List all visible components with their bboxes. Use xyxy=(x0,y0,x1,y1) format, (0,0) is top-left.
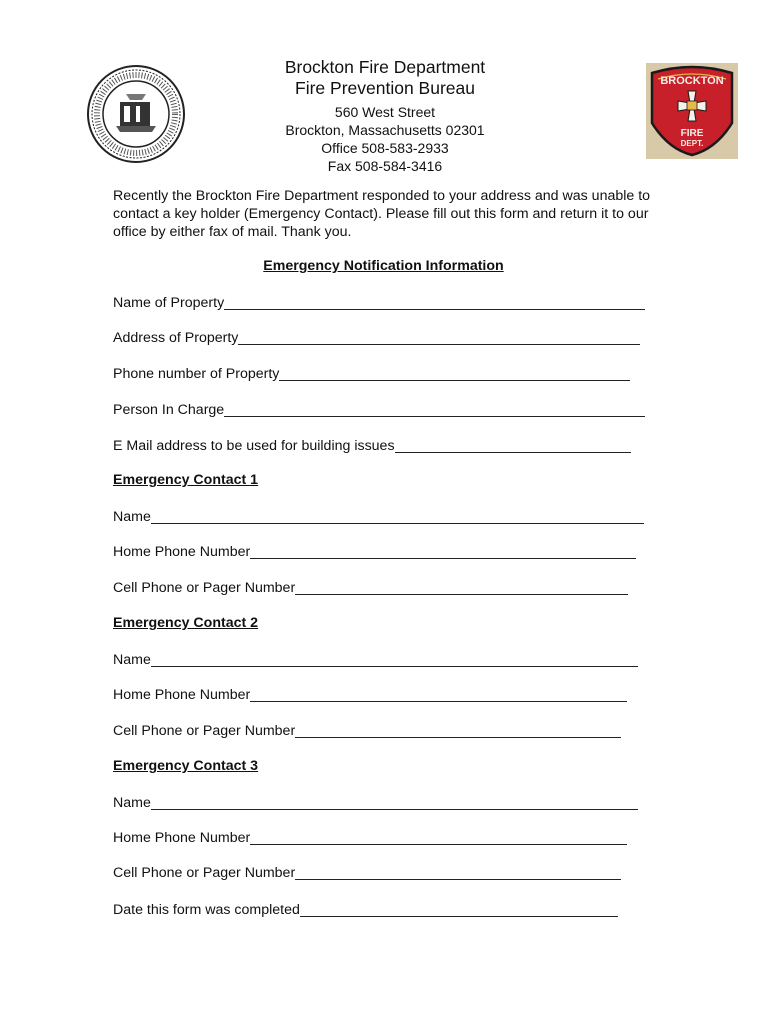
contact-3-cell-phone-blank[interactable] xyxy=(295,864,621,880)
contact-2-heading: Emergency Contact 2 xyxy=(113,615,259,631)
patch-dept-text: DEPT. xyxy=(680,139,704,148)
contact-3-home-phone-field[interactable] xyxy=(113,829,627,847)
field-label: Address of Property xyxy=(113,330,239,346)
section-title: Emergency Notification Information xyxy=(263,258,504,274)
letterhead xyxy=(200,57,570,175)
field-label: Cell Phone or Pager Number xyxy=(113,723,296,739)
contact-2-cell-phone-blank[interactable] xyxy=(295,722,621,738)
property-phone-field[interactable] xyxy=(113,365,630,383)
contact-2-name-blank[interactable] xyxy=(151,651,638,667)
intro-paragraph: Recently the Brockton Fire Department responded to your address and was unable to contact a key holder (Emergency Contact). Please fill out this form and return it to our office by either fax of mail. Thank you. xyxy=(113,188,651,240)
field-label: Name xyxy=(113,795,151,811)
person-in-charge-field[interactable] xyxy=(113,401,645,419)
contact-1-cell-phone-field[interactable] xyxy=(113,579,628,597)
field-label: Name xyxy=(113,652,151,668)
contact-1-home-phone-blank[interactable] xyxy=(250,543,636,559)
field-label: Home Phone Number xyxy=(113,687,251,703)
office-phone: Office 508-583-2933 xyxy=(321,140,449,156)
property-name-field[interactable] xyxy=(113,294,645,312)
contact-1-cell-phone-blank[interactable] xyxy=(295,579,628,595)
department-name: Brockton Fire Department xyxy=(284,57,486,77)
field-label: Home Phone Number xyxy=(113,544,251,560)
building-email-field[interactable] xyxy=(113,437,631,455)
contact-3-home-phone-blank[interactable] xyxy=(250,829,627,845)
patch-top-text: BROCKTON xyxy=(660,75,724,87)
contact-3-name-blank[interactable] xyxy=(151,794,638,810)
field-label: Phone number of Property xyxy=(113,366,280,382)
field-label: E Mail address to be used for building issues xyxy=(113,438,395,454)
contact-2-home-phone-blank[interactable] xyxy=(250,686,627,702)
property-address-field[interactable] xyxy=(113,329,640,347)
date-completed-field[interactable] xyxy=(113,901,618,919)
field-label: Cell Phone or Pager Number xyxy=(113,865,296,881)
contact-1-name-field[interactable] xyxy=(113,508,644,526)
field-label: Home Phone Number xyxy=(113,830,251,846)
building-email-blank[interactable] xyxy=(395,437,631,453)
fax-number: Fax 508-584-3416 xyxy=(327,158,443,174)
contact-2-home-phone-field[interactable] xyxy=(113,686,627,704)
contact-1-home-phone-field[interactable] xyxy=(113,543,636,561)
property-phone-blank[interactable] xyxy=(279,365,630,381)
contact-3-name-field[interactable] xyxy=(113,794,638,812)
bureau-name: Fire Prevention Bureau xyxy=(295,78,475,98)
contact-3-heading: Emergency Contact 3 xyxy=(113,758,259,774)
property-name-blank[interactable] xyxy=(224,294,645,310)
field-label: Name of Property xyxy=(113,295,225,311)
field-label: Cell Phone or Pager Number xyxy=(113,580,296,596)
contact-1-name-blank[interactable] xyxy=(151,508,644,524)
property-address-blank[interactable] xyxy=(238,329,640,345)
field-label: Name xyxy=(113,509,151,525)
person-in-charge-blank[interactable] xyxy=(224,401,645,417)
contact-2-name-field[interactable] xyxy=(113,651,638,669)
contact-3-cell-phone-field[interactable] xyxy=(113,864,621,882)
date-completed-blank[interactable] xyxy=(300,901,618,917)
city-seal-icon xyxy=(86,64,186,164)
fire-department-patch-icon xyxy=(646,63,738,159)
contact-1-heading: Emergency Contact 1 xyxy=(113,472,259,488)
contact-2-cell-phone-field[interactable] xyxy=(113,722,621,740)
street-address: 560 West Street xyxy=(334,104,436,120)
field-label: Person In Charge xyxy=(113,402,225,418)
field-label: Date this form was completed xyxy=(113,902,300,918)
city-address: Brockton, Massachusetts 02301 xyxy=(285,122,485,138)
patch-fire-text: FIRE xyxy=(680,128,704,139)
